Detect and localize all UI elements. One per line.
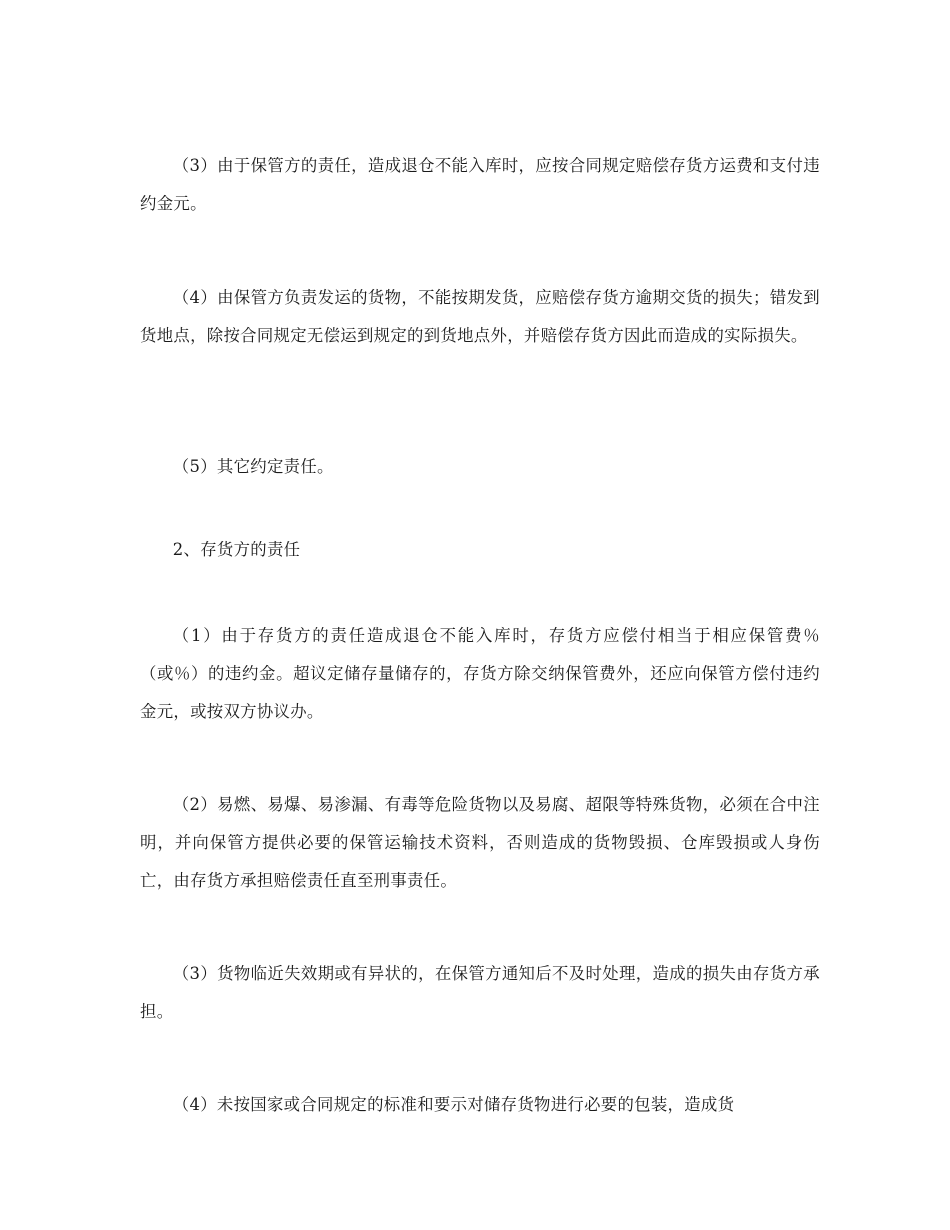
paragraph-keeper-liability-4: （4）由保管方负责发运的货物，不能按期发货，应赔偿存货方逾期交货的损失；错发到货地点，除按合同规定无偿运到规定的到货地点外，并赔偿存货方因此而造成的实际损失。 <box>140 288 820 345</box>
paragraph-depositor-liability-3: （3）货物临近失效期或有异状的，在保管方通知后不及时处理，造成的损失由存货方承担。 <box>140 964 820 1021</box>
paragraph-depositor-liability-4: （4）未按国家或合同规定的标准和要示对储存货物进行必要的包装，造成货 <box>172 1095 735 1114</box>
paragraph-depositor-liability-1: （1）由于存货方的责任造成退仓不能入库时，存货方应偿付相当于相应保管费％（或％）的违约金。超议定储存量储存的，存货方除交纳保管费外，还应向保管方偿付违约金元，或按双方协议办。 <box>140 626 820 721</box>
paragraph-depositor-liability-2: （2）易燃、易爆、易渗漏、有毒等危险货物以及易腐、超限等特殊货物，必须在合中注明，并向保管方提供必要的保管运输技术资料，否则造成的货物毁损、仓库毁损或人身伤亡，由存货方承担赔偿责任直至刑事责任。 <box>140 795 820 890</box>
paragraph-keeper-liability-5: （5）其它约定责任。 <box>172 457 334 476</box>
section-heading-depositor-liability: 2、存货方的责任 <box>172 540 301 559</box>
paragraph-keeper-liability-3: （3）由于保管方的责任，造成退仓不能入库时，应按合同规定赔偿存货方运费和支付违约金元。 <box>140 156 820 213</box>
